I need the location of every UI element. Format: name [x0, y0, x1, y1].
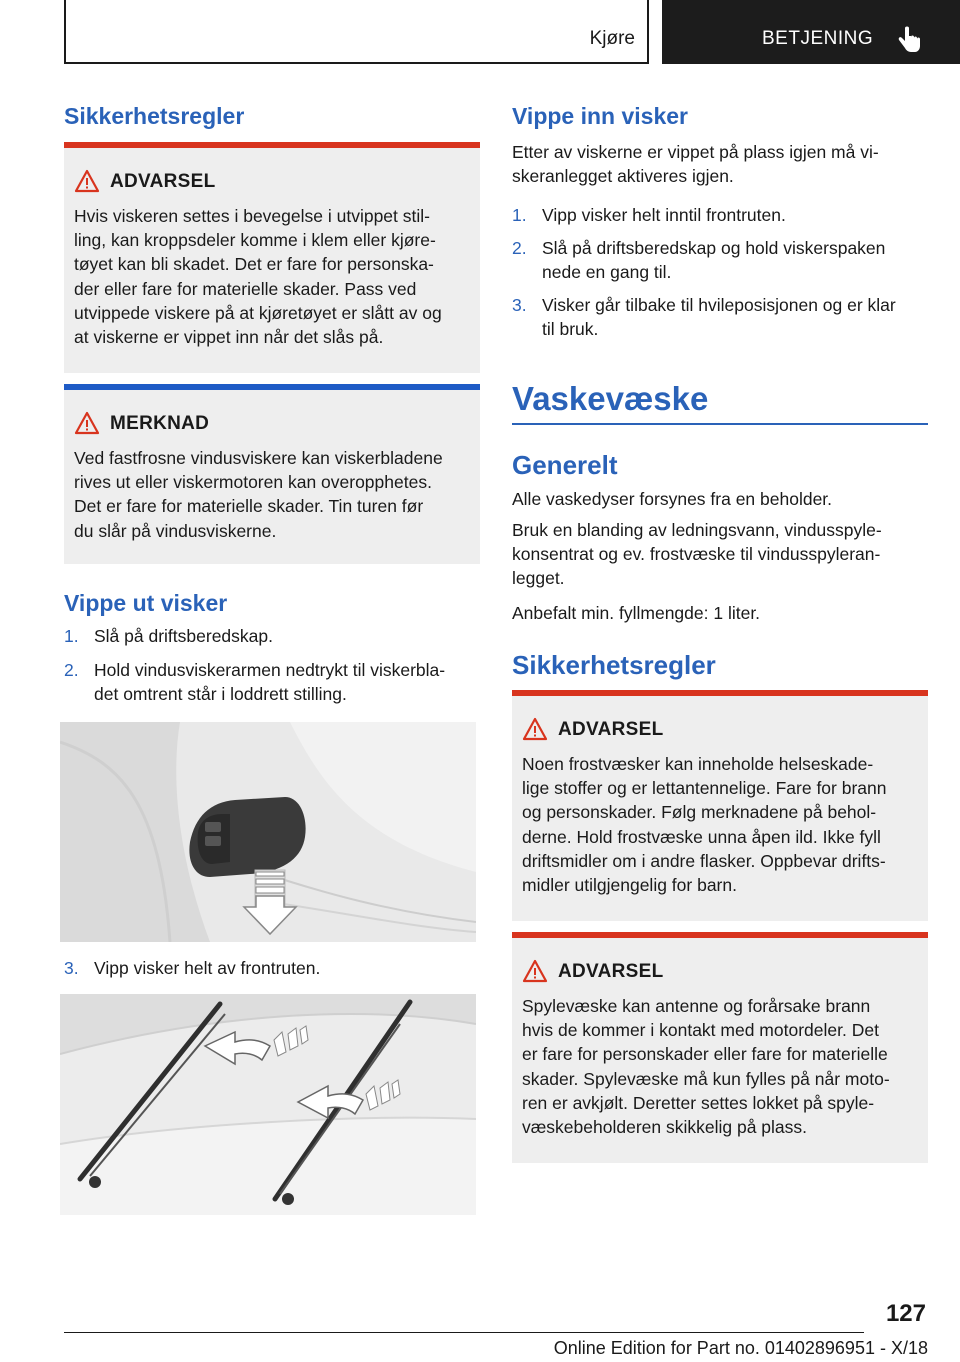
wiper-blades-illustration — [60, 994, 476, 1215]
warning-title: ADVARSEL — [110, 171, 216, 192]
warning-triangle-icon — [74, 411, 100, 435]
paragraph-2: Bruk en blanding av ledningsvann, vindusspyle- konsentrat og ev. frostvæske til vindusspyleran- legget. — [512, 520, 882, 588]
header-chapter: Kjøre — [589, 28, 635, 49]
warning-box-2 — [512, 690, 928, 921]
note-box — [64, 384, 480, 564]
warning-bar — [512, 932, 928, 938]
section-title-tilt-in: Vippe inn visker — [512, 103, 688, 129]
note-bar — [64, 384, 480, 390]
section-title-tilt-out: Vippe ut visker — [64, 590, 228, 616]
section-title-safety-2: Sikkerhetsregler — [512, 650, 716, 680]
warning-bar — [64, 142, 480, 148]
title-underline — [512, 423, 928, 425]
edition-note: Online Edition for Part no. 01402896951 - X/18 — [553, 1338, 928, 1358]
hand-pointer-icon — [896, 26, 922, 54]
paragraph-1: Alle vaskedyser forsynes fra en beholder. — [512, 489, 833, 509]
warning-box-1 — [64, 142, 480, 373]
section-title-safety: Sikkerhetsregler — [64, 103, 245, 129]
warning-box-3 — [512, 932, 928, 1163]
header-section: BETJENING — [762, 28, 874, 49]
warning-title: ADVARSEL — [558, 719, 664, 740]
list-item: 2. Hold vindusviskerarmen nedtrykt til viskerbla- det omtrent står i loddrett stilling. — [64, 660, 446, 704]
wiper-stalk-illustration — [60, 722, 476, 942]
note-title: MERKNAD — [110, 413, 210, 434]
note-body: Ved fastfrosne vindusviskere kan viskerbladene rives ut eller viskermotoren kan overopphetes. Det er fare for materielle skader. Tin turen før du slår på vindusviskerne. — [74, 448, 443, 541]
paragraph-3: Anbefalt min. fyllmengde: 1 liter. — [512, 603, 761, 623]
warning-triangle-icon — [522, 959, 548, 983]
warning-body: Hvis viskeren settes i bevegelse i utvippet stil- ling, kan kroppsdeler komme i klem eller kjøre- tøyet kan bli skadet. Det er fare for personska- der eller fare for materielle skader. Pass ved utvippede viskere på at kjøretøyet er slått av og at viskerne er vippet inn når det slås på. — [74, 206, 442, 348]
header-section-box — [662, 0, 960, 64]
header-chapter-box — [64, 0, 649, 64]
warning-body: Noen frostvæsker kan inneholde helseskade- lige stoffer og er lettantennelige. Fare for brann og personskader. Følg merknadene på behol- derne. Hold frostvæske unna åpen ild. Ikke fyll driftsmidler om i andre flasker. Oppbevar drifts- midler utilgjengelig for barn. — [522, 754, 887, 896]
list-item: 2. Slå på driftsberedskap og hold viskerspaken nede en gang til. — [512, 238, 886, 282]
warning-triangle-icon — [522, 717, 548, 741]
footer-divider — [64, 1332, 864, 1333]
warning-body: Spylevæske kan antenne og forårsake brann hvis de kommer i kontakt med motordeler. Det er fare for personskader eller fare for materielle skader. Spylevæske må kun fylles på når moto- ren er avkjølt. Deretter settes lokket på spyle- væskebeholderen skikkelig på plass. — [522, 996, 890, 1138]
intro-paragraph: Etter av viskerne er vippet på plass igjen må vi- skeranlegget aktiveres igjen. — [512, 142, 879, 186]
list-item: 3. Visker går tilbake til hvileposisjonen og er klar til bruk. — [512, 295, 896, 339]
warning-title: ADVARSEL — [558, 961, 664, 982]
section-title-general: Generelt — [512, 450, 618, 480]
warning-triangle-icon — [74, 169, 100, 193]
page-number: 127 — [885, 1300, 926, 1327]
chapter-title-washer: Vaskevæske — [512, 380, 709, 417]
warning-bar — [512, 690, 928, 696]
